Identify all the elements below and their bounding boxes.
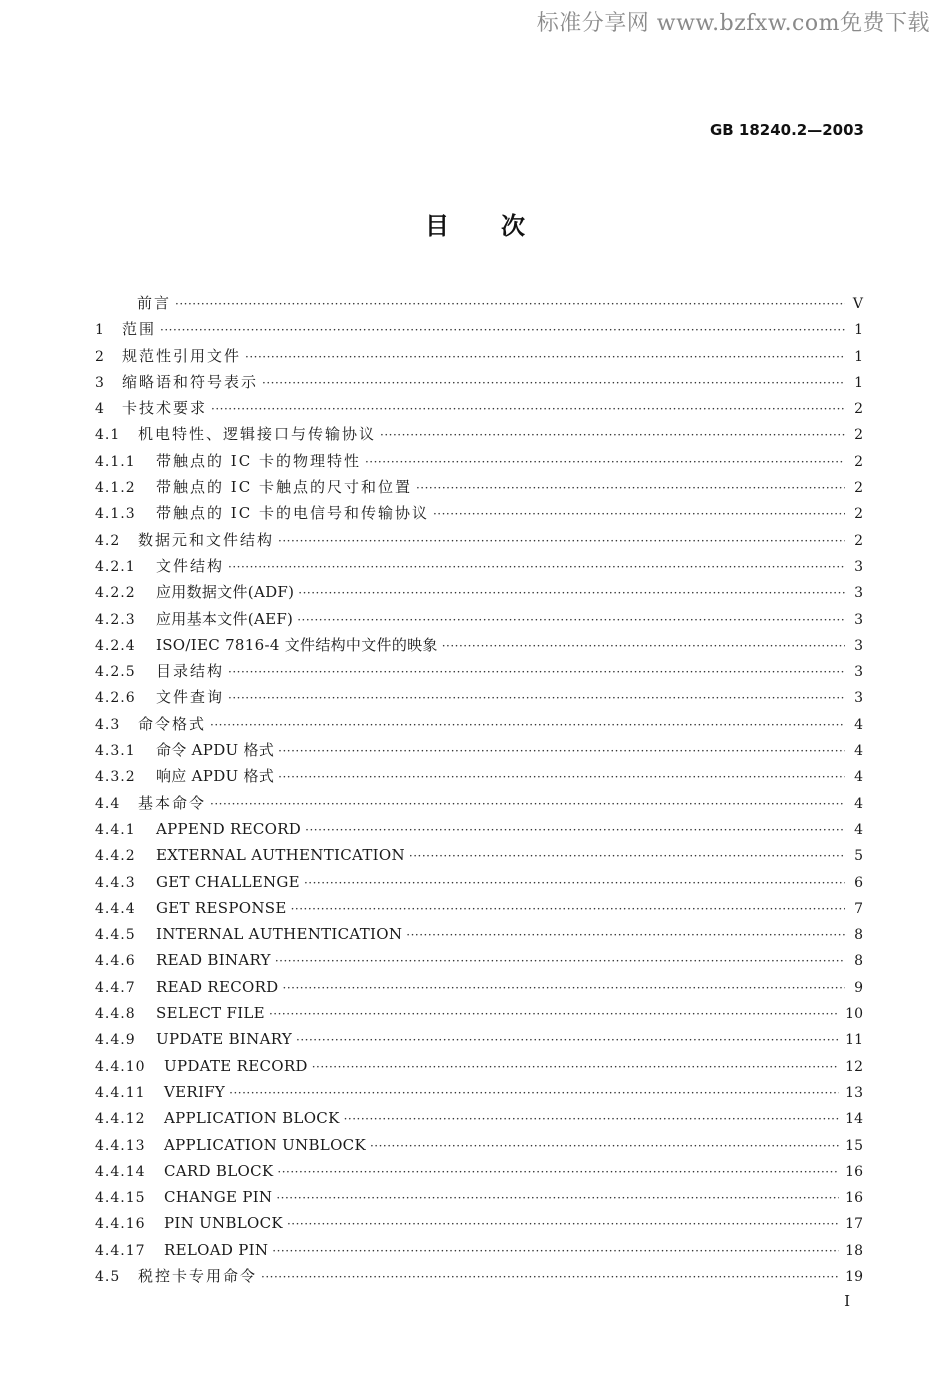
toc-entry[interactable] — [95, 579, 863, 605]
toc-page-number: 18 — [845, 1242, 863, 1259]
toc-page-number: 4 — [854, 769, 863, 786]
toc-leader-dots — [228, 659, 845, 685]
toc-section-title: APPLICATION UNBLOCK — [164, 1135, 366, 1154]
toc-section-number: 4.2.1 — [95, 558, 136, 575]
toc-leader-dots — [160, 317, 845, 343]
toc-section-title: 带触点的 IC 卡的物理特性 — [156, 451, 361, 470]
toc-entry[interactable] — [95, 1000, 863, 1026]
toc-leader-dots — [409, 843, 845, 869]
toc-section-number: 4.4.2 — [95, 848, 136, 865]
toc-section-number: 1 — [95, 322, 105, 339]
toc-page-number: 4 — [854, 743, 863, 760]
toc-section-title: 响应 APDU 格式 — [156, 767, 275, 786]
toc-entry[interactable] — [95, 316, 863, 342]
toc-entry[interactable] — [95, 658, 863, 684]
toc-page-number: 14 — [845, 1111, 863, 1128]
toc-page-number: 2 — [854, 480, 863, 497]
toc-entry[interactable] — [95, 369, 863, 395]
toc-section-title: 命令格式 — [138, 714, 207, 733]
toc-section-number: 4.4.5 — [95, 927, 136, 944]
toc-leader-dots — [433, 501, 845, 527]
toc-entry[interactable] — [95, 684, 863, 710]
toc-entry[interactable] — [95, 974, 863, 1000]
toc-page-number: 4 — [854, 716, 863, 733]
toc-section-title: GET RESPONSE — [156, 898, 287, 917]
toc-entry[interactable] — [95, 921, 863, 947]
toc-leader-dots — [312, 1054, 839, 1080]
toc-entry[interactable] — [95, 1105, 863, 1131]
toc-section-number: 4.4.16 — [95, 1216, 146, 1233]
table-of-contents — [95, 290, 863, 1289]
toc-leader-dots — [228, 554, 845, 580]
toc-entry[interactable] — [95, 1132, 863, 1158]
page-title: 目次 — [425, 212, 577, 240]
toc-page-number: 16 — [845, 1190, 863, 1207]
toc-section-title: ISO/IEC 7816-4 文件结构中文件的映象 — [156, 635, 438, 654]
toc-entry[interactable] — [95, 790, 863, 816]
toc-entry[interactable] — [95, 895, 863, 921]
toc-entry[interactable] — [95, 816, 863, 842]
toc-page-number: 6 — [854, 874, 863, 891]
toc-section-number: 4.4.11 — [95, 1084, 146, 1101]
toc-entry[interactable] — [95, 1237, 863, 1263]
toc-page-number: 2 — [854, 453, 863, 470]
toc-entry[interactable] — [95, 474, 863, 500]
toc-section-number: 4.4.12 — [95, 1111, 146, 1128]
toc-section-number: 4.1 — [95, 427, 121, 444]
toc-page-number: 15 — [845, 1137, 863, 1154]
toc-section-title: 规范性引用文件 — [122, 346, 242, 365]
toc-page-number: 16 — [845, 1163, 863, 1180]
toc-leader-dots — [278, 738, 845, 764]
toc-leader-dots — [261, 1264, 839, 1290]
toc-section-title: 文件结构 — [156, 556, 225, 575]
toc-section-title: READ RECORD — [156, 977, 279, 996]
toc-entry[interactable] — [95, 606, 863, 632]
toc-entry[interactable] — [95, 632, 863, 658]
toc-entry[interactable] — [95, 527, 863, 553]
toc-page-number: 10 — [845, 1006, 863, 1023]
toc-section-number: 4.5 — [95, 1268, 121, 1285]
toc-leader-dots — [291, 896, 845, 922]
toc-section-title: APPLICATION BLOCK — [164, 1109, 340, 1128]
toc-page-number: 1 — [854, 322, 863, 339]
toc-section-number: 4.4.4 — [95, 900, 136, 917]
toc-section-title: UPDATE BINARY — [156, 1030, 293, 1049]
toc-page-number: V — [852, 296, 863, 312]
toc-leader-dots — [344, 1106, 840, 1132]
toc-page-number: 12 — [845, 1058, 863, 1075]
toc-section-number: 3 — [95, 374, 105, 391]
toc-section-title: 命令 APDU 格式 — [156, 741, 275, 760]
toc-section-title: 范围 — [122, 320, 157, 339]
toc-entry[interactable] — [95, 421, 863, 447]
toc-leader-dots — [245, 344, 845, 370]
toc-leader-dots — [278, 528, 845, 554]
toc-section-title: 带触点的 IC 卡触点的尺寸和位置 — [156, 478, 412, 497]
toc-section-number: 4.4.9 — [95, 1032, 136, 1049]
toc-page-number: 3 — [854, 611, 863, 628]
toc-section-number: 4.4.17 — [95, 1242, 146, 1259]
toc-section-title: 税控卡专用命令 — [138, 1266, 258, 1285]
toc-section-number: 4.4 — [95, 795, 121, 812]
toc-leader-dots — [228, 685, 845, 711]
toc-section-number: 4.4.13 — [95, 1137, 146, 1154]
toc-entry[interactable] — [95, 343, 863, 369]
toc-page-number: 8 — [854, 927, 863, 944]
toc-page-number: 2 — [854, 532, 863, 549]
toc-section-title: 应用数据文件(ADF) — [156, 583, 295, 602]
toc-page-number: 2 — [854, 427, 863, 444]
toc-section-number: 4.2.3 — [95, 611, 136, 628]
toc-section-title: CARD BLOCK — [164, 1161, 274, 1180]
toc-page-number: 2 — [854, 506, 863, 523]
toc-section-title: CHANGE PIN — [164, 1188, 273, 1207]
toc-leader-dots — [262, 370, 845, 396]
toc-section-number: 4 — [95, 401, 105, 418]
toc-entry[interactable] — [95, 947, 863, 973]
toc-page-number: 5 — [854, 848, 863, 865]
toc-page-number: 4 — [854, 795, 863, 812]
toc-leader-dots — [277, 1159, 839, 1185]
toc-leader-dots — [276, 1185, 839, 1211]
toc-page-number: 7 — [854, 900, 863, 917]
toc-leader-dots — [269, 1001, 839, 1027]
toc-entry[interactable] — [95, 395, 863, 421]
toc-leader-dots — [211, 396, 845, 422]
toc-section-title: EXTERNAL AUTHENTICATION — [156, 846, 405, 865]
toc-entry[interactable] — [95, 842, 863, 868]
toc-entry[interactable] — [95, 1079, 863, 1105]
toc-leader-dots — [442, 633, 845, 659]
toc-section-number: 4.3.1 — [95, 743, 136, 760]
toc-page-number: 9 — [854, 979, 863, 996]
toc-section-title: 前言 — [137, 294, 172, 312]
toc-section-number: 4.3 — [95, 716, 121, 733]
toc-section-title: 基本命令 — [138, 793, 207, 812]
toc-entry[interactable] — [95, 763, 863, 789]
toc-section-title: INTERNAL AUTHENTICATION — [156, 925, 403, 944]
toc-entry[interactable] — [95, 448, 863, 474]
toc-section-number: 4.4.8 — [95, 1006, 136, 1023]
toc-leader-dots — [406, 922, 845, 948]
toc-page-number: 3 — [854, 558, 863, 575]
toc-page-number: 13 — [845, 1084, 863, 1101]
toc-entry[interactable] — [95, 1263, 863, 1289]
toc-section-title: 卡技术要求 — [122, 399, 208, 418]
toc-leader-dots — [283, 975, 845, 1001]
toc-section-number: 4.1.3 — [95, 506, 136, 523]
toc-entry[interactable] — [95, 553, 863, 579]
toc-entry[interactable] — [95, 1053, 863, 1079]
toc-leader-dots — [287, 1211, 839, 1237]
toc-section-title: 文件查询 — [156, 688, 225, 707]
toc-entry[interactable] — [95, 711, 863, 737]
toc-leader-dots — [210, 791, 845, 817]
toc-section-number: 4.2.5 — [95, 664, 136, 681]
toc-entry[interactable] — [95, 869, 863, 895]
toc-section-title: GET CHALLENGE — [156, 872, 300, 891]
page-number: I — [844, 1292, 850, 1310]
toc-section-number: 2 — [95, 348, 105, 365]
toc-page-number: 11 — [845, 1032, 863, 1049]
toc-entry[interactable] — [95, 1158, 863, 1184]
toc-page-number: 3 — [854, 585, 863, 602]
toc-leader-dots — [210, 712, 845, 738]
toc-leader-dots — [296, 1027, 839, 1053]
toc-section-title: 缩略语和符号表示 — [122, 372, 259, 391]
toc-section-title: 应用基本文件(AEF) — [156, 609, 294, 628]
site-watermark: 标准分享网 www.bzfxw.com免费下载 — [536, 11, 930, 36]
toc-section-number: 4.2 — [95, 532, 121, 549]
toc-page-number: 17 — [845, 1216, 863, 1233]
toc-page-number: 4 — [854, 821, 863, 838]
toc-section-title: RELOAD PIN — [164, 1240, 269, 1259]
toc-section-title: PIN UNBLOCK — [164, 1214, 283, 1233]
toc-section-number: 4.4.1 — [95, 821, 136, 838]
toc-page-number: 19 — [845, 1268, 863, 1285]
toc-entry[interactable] — [95, 1210, 863, 1236]
toc-section-number: 4.4.15 — [95, 1190, 146, 1207]
toc-section-title: 机电特性、逻辑接口与传输协议 — [138, 425, 377, 444]
toc-section-number: 4.4.3 — [95, 874, 136, 891]
toc-page-number: 3 — [854, 664, 863, 681]
toc-section-number: 4.2.2 — [95, 585, 136, 602]
toc-section-title: 带触点的 IC 卡的电信号和传输协议 — [156, 504, 429, 523]
toc-leader-dots — [275, 948, 845, 974]
toc-section-number: 4.1.1 — [95, 453, 136, 470]
toc-section-title: 目录结构 — [156, 662, 225, 681]
toc-section-number: 4.4.7 — [95, 979, 136, 996]
toc-leader-dots — [278, 764, 845, 790]
toc-page-number: 1 — [854, 374, 863, 391]
toc-leader-dots — [297, 607, 845, 633]
toc-entry[interactable] — [95, 737, 863, 763]
toc-page-number: 3 — [854, 690, 863, 707]
toc-section-number: 4.4.6 — [95, 953, 136, 970]
toc-entry[interactable] — [95, 500, 863, 526]
standard-number: GB 18240.2—2003 — [709, 121, 864, 139]
toc-entry[interactable] — [95, 1026, 863, 1052]
toc-entry[interactable] — [95, 1184, 863, 1210]
toc-section-title: READ BINARY — [156, 951, 271, 970]
toc-page-number: 3 — [854, 637, 863, 654]
toc-page-number: 2 — [854, 401, 863, 418]
toc-leader-dots — [298, 580, 845, 606]
toc-section-title: APPEND RECORD — [156, 819, 302, 838]
toc-page-number: 1 — [854, 348, 863, 365]
toc-section-number: 4.2.6 — [95, 690, 136, 707]
toc-section-number: 4.4.14 — [95, 1163, 146, 1180]
toc-leader-dots — [304, 870, 845, 896]
toc-section-number: 4.3.2 — [95, 769, 136, 786]
toc-section-title: UPDATE RECORD — [164, 1056, 308, 1075]
toc-entry[interactable] — [95, 290, 863, 316]
toc-section-number: 4.4.10 — [95, 1058, 146, 1075]
toc-leader-dots — [380, 422, 845, 448]
toc-section-number: 4.1.2 — [95, 480, 136, 497]
toc-section-title: VERIFY — [164, 1082, 226, 1101]
toc-leader-dots — [416, 475, 845, 501]
toc-leader-dots — [370, 1133, 839, 1159]
toc-leader-dots — [365, 449, 845, 475]
toc-leader-dots — [175, 291, 845, 317]
toc-page-number: 8 — [854, 953, 863, 970]
toc-leader-dots — [305, 817, 845, 843]
toc-section-title: 数据元和文件结构 — [138, 530, 275, 549]
toc-section-number: 4.2.4 — [95, 637, 136, 654]
toc-leader-dots — [229, 1080, 839, 1106]
toc-section-title: SELECT FILE — [156, 1004, 265, 1023]
toc-leader-dots — [272, 1238, 839, 1264]
